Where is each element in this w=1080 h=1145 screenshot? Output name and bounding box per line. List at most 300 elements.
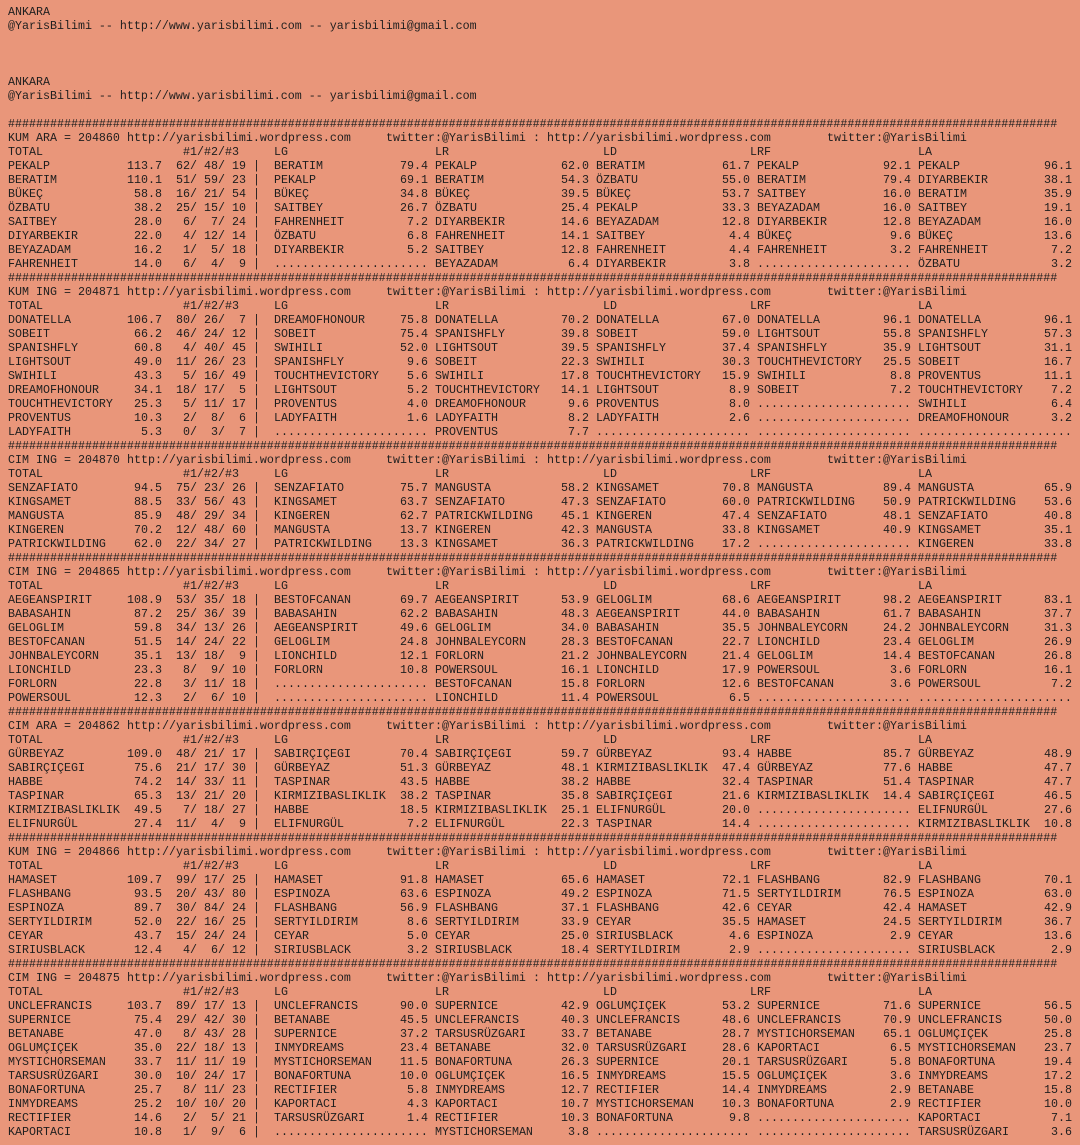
placing-first: 22: [176, 537, 190, 551]
lg-score: 24.8: [400, 635, 428, 649]
column-divider: |: [253, 537, 260, 551]
placing-second: 18: [204, 1041, 218, 1055]
placing-third: 30: [232, 1013, 246, 1027]
column-header-placings: #1/#2/#3: [183, 299, 239, 313]
lr-score: 42.3: [561, 523, 589, 537]
column-header-lrf: LRF: [750, 985, 771, 999]
lg-horse-name: GÜRBEYAZ: [274, 761, 330, 775]
placing-separator: /: [190, 159, 197, 173]
column-header-total: TOTAL: [8, 579, 43, 593]
horse-name: BONAFORTUNA: [8, 1083, 85, 1097]
total-score: 35.0: [134, 1041, 162, 1055]
placing-separator: /: [190, 1111, 197, 1125]
lrf-score: 79.4: [883, 173, 911, 187]
placing-first: 89: [176, 999, 190, 1013]
placing-separator: /: [218, 1097, 225, 1111]
la-score: 70.1: [1044, 873, 1072, 887]
lr-horse-name: ÖZBATU: [435, 201, 477, 215]
horse-name: SUPERNICE: [8, 1013, 71, 1027]
placing-separator: /: [218, 327, 225, 341]
lg-score: 3.2: [407, 943, 428, 957]
lr-horse-name: MYSTICHORSEMAN: [435, 1125, 533, 1139]
total-score: 109.7: [127, 873, 162, 887]
placing-third: 23: [232, 355, 246, 369]
placing-third: 5: [239, 383, 246, 397]
result-row: [8, 1013, 1078, 1027]
column-divider: |: [253, 901, 260, 915]
lg-horse-name: KIRMIZIBASLIKLIK: [274, 789, 386, 803]
placing-separator: /: [218, 1041, 225, 1055]
horse-name: HAMASET: [8, 873, 57, 887]
lrf-horse-name: KINGSAMET: [757, 523, 820, 537]
lrf-score: 71.6: [883, 999, 911, 1013]
lrf-horse-name: TASPINAR: [757, 775, 813, 789]
placing-first: 6: [183, 215, 190, 229]
la-horse-name: GELOGLIM: [918, 635, 974, 649]
placing-separator: /: [190, 929, 197, 943]
lg-score: 7.2: [407, 215, 428, 229]
placing-third: 28: [232, 1027, 246, 1041]
lrf-score: 14.4: [883, 649, 911, 663]
placing-first: 15: [176, 929, 190, 943]
lr-score: 53.9: [561, 593, 589, 607]
la-horse-name: CEYAR: [918, 929, 953, 943]
lg-horse-name: FLASHBANG: [274, 901, 337, 915]
placing-separator: /: [218, 383, 225, 397]
result-row: [8, 593, 1078, 607]
placing-separator: /: [190, 243, 197, 257]
total-score: 113.7: [127, 159, 162, 173]
placing-third: 43: [232, 495, 246, 509]
placing-separator: /: [218, 187, 225, 201]
lrf-score: 6.5: [890, 1041, 911, 1055]
lrf-score: 9.6: [890, 229, 911, 243]
la-score: 42.9: [1044, 901, 1072, 915]
lg-score: 56.9: [400, 901, 428, 915]
horse-name: KAPORTACI: [8, 1125, 71, 1139]
placing-third: 7: [239, 313, 246, 327]
la-horse-name: BERATIM: [918, 187, 967, 201]
lrf-horse-name: INMYDREAMS: [757, 1083, 827, 1097]
placing-third: 49: [232, 369, 246, 383]
placing-separator: /: [218, 159, 225, 173]
result-row: [8, 201, 1078, 215]
results-document: [8, 5, 1078, 1139]
ld-score: 15.9: [722, 369, 750, 383]
separator-hashes: ######################################################################################################################################################: [8, 957, 1058, 971]
lg-horse-name: ELIFNURGÜL: [274, 817, 344, 831]
lg-horse-name: ESPINOZA: [274, 887, 330, 901]
column-divider: |: [253, 775, 260, 789]
placing-separator: /: [218, 173, 225, 187]
ld-horse-name: TASPINAR: [596, 817, 652, 831]
column-header-ld: LD: [603, 299, 617, 313]
horse-name: TASPINAR: [8, 789, 64, 803]
horse-name: PEKALP: [8, 159, 50, 173]
horse-name: DONATELLA: [8, 313, 71, 327]
lg-horse-name: SABIRÇIÇEGI: [274, 747, 351, 761]
placing-separator: /: [190, 915, 197, 929]
column-divider: |: [253, 761, 260, 775]
lrf-horse-name: DIYARBEKIR: [757, 215, 827, 229]
column-header-total: TOTAL: [8, 733, 43, 747]
lr-score: 48.3: [561, 607, 589, 621]
ld-horse-name: TARSUSRÜZGARI: [596, 1041, 687, 1055]
lg-score: 69.1: [400, 173, 428, 187]
column-divider: |: [253, 481, 260, 495]
placing-separator: /: [218, 1055, 225, 1069]
lr-score: 62.0: [561, 159, 589, 173]
result-row: [8, 369, 1078, 383]
lr-horse-name: GELOGLIM: [435, 621, 491, 635]
column-header-placings: #1/#2/#3: [183, 579, 239, 593]
la-horse-name: FAHRENHEIT: [918, 243, 988, 257]
total-score: 34.1: [134, 383, 162, 397]
lrf-empty-filler: ......................: [757, 817, 911, 831]
placing-separator: /: [190, 481, 197, 495]
race-title: CIM ING = 204865: [8, 565, 120, 579]
column-divider: |: [253, 677, 260, 691]
placing-second: 43: [204, 887, 218, 901]
la-horse-name: ÖZBATU: [918, 257, 960, 271]
ld-horse-name: HAMASET: [596, 873, 645, 887]
lr-horse-name: LIONCHILD: [435, 691, 498, 705]
horse-name: MANGUSTA: [8, 509, 64, 523]
lg-empty-filler: ......................: [274, 425, 428, 439]
race-header: [8, 971, 1078, 985]
total-score: 49.0: [134, 355, 162, 369]
horse-name: KINGEREN: [8, 523, 64, 537]
ld-horse-name: PEKALP: [596, 201, 638, 215]
placing-first: 22: [176, 1041, 190, 1055]
lrf-score: 55.8: [883, 327, 911, 341]
ld-score: 4.4: [729, 229, 750, 243]
race-title: KUM ING = 204866: [8, 845, 120, 859]
placing-separator: /: [218, 663, 225, 677]
la-horse-name: SABIRÇIÇEGI: [918, 789, 995, 803]
lg-score: 7.2: [407, 817, 428, 831]
la-score: 57.3: [1044, 327, 1072, 341]
ld-horse-name: SAITBEY: [596, 229, 645, 243]
placing-first: 33: [176, 495, 190, 509]
lr-score: 17.8: [561, 369, 589, 383]
column-header-ld: LD: [603, 985, 617, 999]
lg-horse-name: FORLORN: [274, 663, 323, 677]
la-horse-name: TASPINAR: [918, 775, 974, 789]
placing-second: 43: [204, 1027, 218, 1041]
placing-separator: /: [218, 425, 225, 439]
column-divider: |: [253, 1013, 260, 1027]
result-row: [8, 243, 1078, 257]
lrf-score: 65.1: [883, 1027, 911, 1041]
lg-horse-name: BONAFORTUNA: [274, 1069, 351, 1083]
lr-score: 48.1: [561, 761, 589, 775]
placing-separator: /: [190, 425, 197, 439]
column-header-lrf: LRF: [750, 579, 771, 593]
race-url-secondary: http://yarisbilimi.wordpress.com: [547, 285, 771, 299]
ld-horse-name: BONAFORTUNA: [596, 1111, 673, 1125]
lg-empty-filler: ......................: [274, 1125, 428, 1139]
placing-separator: /: [190, 495, 197, 509]
lr-horse-name: ESPINOZA: [435, 887, 491, 901]
la-score: 2.9: [1051, 943, 1072, 957]
column-header-la: LA: [918, 299, 932, 313]
placing-first: 16: [176, 187, 190, 201]
ld-score: 21.6: [722, 789, 750, 803]
lg-horse-name: TOUCHTHEVICTORY: [274, 369, 379, 383]
lr-score: 16.5: [561, 1069, 589, 1083]
la-horse-name: INMYDREAMS: [918, 1069, 988, 1083]
lrf-empty-filler: ......................: [757, 411, 911, 425]
race-header: [8, 131, 1078, 145]
ld-score: 35.5: [722, 915, 750, 929]
column-header-lr: LR: [435, 145, 449, 159]
result-row: [8, 159, 1078, 173]
horse-name: TARSUSRÜZGARI: [8, 1069, 99, 1083]
ld-horse-name: POWERSOUL: [596, 691, 659, 705]
lrf-score: 24.5: [883, 915, 911, 929]
placing-first: 20: [176, 887, 190, 901]
total-score: 12.3: [134, 691, 162, 705]
ld-score: 42.6: [722, 901, 750, 915]
race-twitter: twitter:@YarisBilimi: [386, 845, 526, 859]
placing-separator: /: [218, 1125, 225, 1139]
result-row: [8, 649, 1078, 663]
race-twitter-secondary: twitter:@YarisBilimi: [827, 131, 967, 145]
placing-third: 17: [232, 397, 246, 411]
blank-line: [8, 61, 1078, 75]
lrf-horse-name: UNCLEFRANCIS: [757, 1013, 841, 1027]
la-score: 19.4: [1044, 1055, 1072, 1069]
la-score: 16.1: [1044, 663, 1072, 677]
result-row: [8, 1027, 1078, 1041]
race-twitter: twitter:@YarisBilimi: [386, 453, 526, 467]
lg-score: 23.4: [400, 1041, 428, 1055]
lrf-horse-name: SUPERNICE: [757, 999, 820, 1013]
ld-horse-name: TOUCHTHEVICTORY: [596, 369, 701, 383]
placing-second: 12: [204, 229, 218, 243]
lg-horse-name: BERATIM: [274, 159, 323, 173]
horse-name: DIYARBEKIR: [8, 229, 78, 243]
column-header-lr: LR: [435, 579, 449, 593]
lrf-score: 42.4: [883, 901, 911, 915]
lr-score: 18.4: [561, 943, 589, 957]
placing-separator: /: [190, 789, 197, 803]
race-twitter: twitter:@YarisBilimi: [386, 565, 526, 579]
la-score: 53.6: [1044, 495, 1072, 509]
lr-score: 28.3: [561, 635, 589, 649]
horse-name: SOBEIT: [8, 327, 50, 341]
la-horse-name: BABASAHIN: [918, 607, 981, 621]
placing-separator: /: [190, 677, 197, 691]
placing-separator: /: [190, 355, 197, 369]
lrf-score: 3.6: [890, 677, 911, 691]
placing-separator: /: [218, 369, 225, 383]
result-row: [8, 607, 1078, 621]
lg-horse-name: RECTIFIER: [274, 1083, 337, 1097]
placing-third: 6: [239, 1125, 246, 1139]
lg-score: 26.7: [400, 201, 428, 215]
la-horse-name: PEKALP: [918, 159, 960, 173]
column-divider: |: [253, 1083, 260, 1097]
race-colon: :: [533, 845, 540, 859]
column-divider: |: [253, 215, 260, 229]
ld-horse-name: MYSTICHORSEMAN: [596, 1097, 694, 1111]
lr-horse-name: BABASAHIN: [435, 607, 498, 621]
lg-score: 51.3: [400, 761, 428, 775]
lg-score: 70.4: [400, 747, 428, 761]
horse-name: DREAMOFHONOUR: [8, 383, 99, 397]
placing-separator: /: [190, 397, 197, 411]
placing-first: 2: [183, 691, 190, 705]
placing-separator: /: [218, 943, 225, 957]
lg-horse-name: BÜKEÇ: [274, 187, 309, 201]
ld-score: 14.4: [722, 817, 750, 831]
la-score: 7.2: [1051, 243, 1072, 257]
race-header: [8, 285, 1078, 299]
placing-separator: /: [190, 537, 197, 551]
lg-score: 63.6: [400, 887, 428, 901]
placing-second: 11: [204, 397, 218, 411]
result-row: [8, 509, 1078, 523]
ld-score: 70.8: [722, 481, 750, 495]
placing-third: 27: [232, 803, 246, 817]
lr-horse-name: DIYARBEKIR: [435, 215, 505, 229]
lg-score: 1.6: [407, 411, 428, 425]
column-divider: |: [253, 173, 260, 187]
column-header-la: LA: [918, 859, 932, 873]
placing-third: 24: [232, 901, 246, 915]
lg-horse-name: CEYAR: [274, 929, 309, 943]
placing-separator: /: [190, 1041, 197, 1055]
ld-score: 48.6: [722, 1013, 750, 1027]
lrf-horse-name: CEYAR: [757, 901, 792, 915]
la-horse-name: RECTIFIER: [918, 1097, 981, 1111]
lr-score: 58.2: [561, 481, 589, 495]
total-score: 38.2: [134, 201, 162, 215]
ld-horse-name: KIRMIZIBASLIKLIK: [596, 761, 708, 775]
lr-horse-name: GÜRBEYAZ: [435, 761, 491, 775]
placing-separator: /: [218, 649, 225, 663]
result-row: [8, 803, 1078, 817]
ld-score: 44.0: [722, 607, 750, 621]
separator-line: [8, 439, 1078, 453]
lrf-horse-name: DONATELLA: [757, 313, 820, 327]
placing-separator: /: [218, 313, 225, 327]
result-row: [8, 537, 1078, 551]
ld-horse-name: DIYARBEKIR: [596, 257, 666, 271]
horse-name: LIONCHILD: [8, 663, 71, 677]
lrf-score: 23.4: [883, 635, 911, 649]
placing-third: 18: [232, 243, 246, 257]
placing-second: 24: [204, 929, 218, 943]
lrf-score: 12.8: [883, 215, 911, 229]
lg-horse-name: BETANABE: [274, 1013, 330, 1027]
race-header: [8, 719, 1078, 733]
result-row: [8, 901, 1078, 915]
placing-third: 30: [232, 761, 246, 775]
horse-name: ÖZBATU: [8, 201, 50, 215]
lr-score: 49.2: [561, 887, 589, 901]
lr-score: 10.3: [561, 1111, 589, 1125]
race-url: http://yarisbilimi.wordpress.com: [127, 971, 351, 985]
race-header: [8, 453, 1078, 467]
lrf-horse-name: SENZAFIATO: [757, 509, 827, 523]
ld-horse-name: FORLORN: [596, 677, 645, 691]
placing-third: 25: [232, 873, 246, 887]
column-header-la: LA: [918, 579, 932, 593]
lr-horse-name: TOUCHTHEVICTORY: [435, 383, 540, 397]
placing-third: 26: [232, 621, 246, 635]
column-header-lrf: LRF: [750, 467, 771, 481]
ld-score: 3.8: [729, 257, 750, 271]
column-divider: |: [253, 327, 260, 341]
ld-score: 2.9: [729, 943, 750, 957]
column-headers: [8, 467, 1078, 481]
result-row: [8, 1069, 1078, 1083]
placing-third: 18: [232, 593, 246, 607]
placing-first: 48: [176, 747, 190, 761]
placing-separator: /: [218, 411, 225, 425]
placing-separator: /: [218, 677, 225, 691]
race-colon: :: [533, 285, 540, 299]
lr-score: 45.1: [561, 509, 589, 523]
placing-separator: /: [218, 1013, 225, 1027]
lrf-empty-filler: ......................: [757, 1111, 911, 1125]
ld-horse-name: MANGUSTA: [596, 523, 652, 537]
column-divider: |: [253, 257, 260, 271]
lg-score: 5.8: [407, 1083, 428, 1097]
placing-first: 34: [176, 621, 190, 635]
la-score: 15.8: [1044, 1083, 1072, 1097]
ld-score: 47.4: [722, 761, 750, 775]
placing-third: 12: [232, 327, 246, 341]
placing-second: 10: [204, 1097, 218, 1111]
column-divider: |: [253, 607, 260, 621]
lg-horse-name: HABBE: [274, 803, 309, 817]
lr-score: 54.3: [561, 173, 589, 187]
lrf-score: 25.5: [883, 355, 911, 369]
column-divider: |: [253, 817, 260, 831]
la-horse-name: SUPERNICE: [918, 999, 981, 1013]
race-twitter-secondary: twitter:@YarisBilimi: [827, 845, 967, 859]
lg-score: 91.8: [400, 873, 428, 887]
ld-score: 68.6: [722, 593, 750, 607]
race-header: [8, 845, 1078, 859]
placing-first: 53: [176, 593, 190, 607]
lr-score: 14.1: [561, 383, 589, 397]
lrf-horse-name: FAHRENHEIT: [757, 243, 827, 257]
lr-score: 8.2: [568, 411, 589, 425]
ld-score: 93.4: [722, 747, 750, 761]
ld-score: 35.5: [722, 621, 750, 635]
total-score: 23.3: [134, 663, 162, 677]
result-row: [8, 663, 1078, 677]
placing-second: 33: [204, 775, 218, 789]
placing-third: 25: [232, 915, 246, 929]
placing-separator: /: [190, 649, 197, 663]
placing-separator: /: [218, 817, 225, 831]
contact-line: @YarisBilimi -- http://www.yarisbilimi.com -- yarisbilimi@gmail.com: [8, 19, 477, 33]
la-horse-name: MANGUSTA: [918, 481, 974, 495]
horse-name: LIGHTSOUT: [8, 355, 71, 369]
placing-first: 8: [183, 1083, 190, 1097]
placing-second: 8: [211, 411, 218, 425]
ld-score: 9.8: [729, 1111, 750, 1125]
placing-separator: /: [190, 803, 197, 817]
ld-score: 71.5: [722, 887, 750, 901]
lr-score: 36.3: [561, 537, 589, 551]
